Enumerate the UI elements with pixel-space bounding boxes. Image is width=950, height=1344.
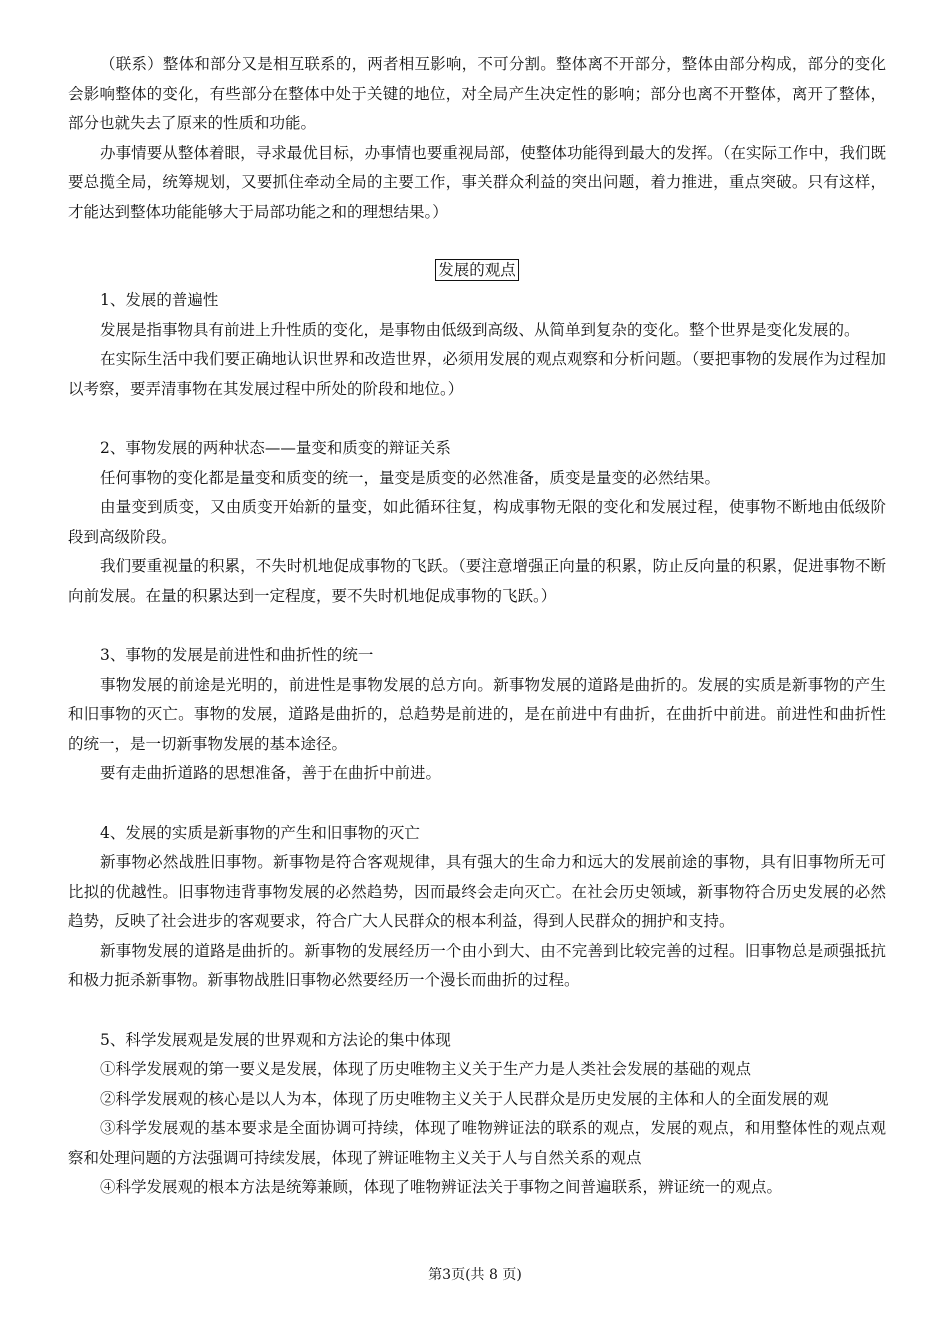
spacer [68,611,886,641]
list-item: ①科学发展观的第一要义是发展，体现了历史唯物主义关于生产力是人类社会发展的基础的观点 [100,1060,752,1078]
paragraph-whole-view: 办事情要从整体着眼，寻求最优目标，办事情也要重视局部，使整体功能得到最大的发挥。（在实际工作中，我们既要总揽全局，统筹规划，又要抓住牵动全局的主要工作，事关群众利益的突出问题，着力推进，重点突破。只有这样，才能达到整体功能能够大于局部功能之和的理想结果。） [68,143,886,221]
list-item: ②科学发展观的核心是以人为本，体现了历史唯物主义关于人民群众是历史发展的主体和人的全面发展的观 [100,1089,829,1108]
section-heading: 5、科学发展观是发展的世界观和方法论的集中体现 [100,1030,451,1049]
section-paragraph: 要有走曲折道路的思想准备，善于在曲折中前进。 [100,764,442,782]
spacer [68,404,886,434]
section-paragraph: 任何事物的变化都是量变和质变的统一，量变是质变的必然准备，质变是量变的必然结果。 [100,468,721,487]
paragraph-connection: （联系）整体和部分又是相互联系的，两者相互影响，不可分割。整体离不开部分，整体由部分构成，部分的变化会影响整体的变化，有些部分在整体中处于关键的地位，对全局产生决定性的影响；部分也离不开整体，离开了整体，部分也就失去了原来的性质和功能。 [68,55,886,132]
list-item: ③科学发展观的基本要求是全面协调可持续，体现了唯物辨证法的联系的观点，发展的观点，和用整体性的观点观察和处理问题的方法强调可持续发展，体现了辨证唯物主义关于人与自然关系的观点 [68,1119,886,1167]
section-paragraph: 在实际生活中我们要正确地认识世界和改造世界，必须用发展的观点观察和分析问题。（要把事物的发展作为过程加以考察，要弄清事物在其发展过程中所处的阶段和地位。） [68,350,886,398]
section-paragraph: 新事物发展的道路是曲折的。新事物的发展经历一个由小到大、由不完善到比较完善的过程。旧事物总是顽强抵抗和极力扼杀新事物。新事物战胜旧事物必然要经历一个漫长而曲折的过程。 [68,941,886,989]
section-title: 发展的观点 [435,259,519,281]
section-paragraph: 我们要重视量的积累，不失时机地促成事物的飞跃。（要注意增强正向量的积累，防止反向量的积累，促进事物不断向前发展。在量的积累达到一定程度，要不失时机地促成事物的飞跃。） [68,557,886,605]
section-heading: 4、发展的实质是新事物的产生和旧事物的灭亡 [100,823,420,842]
spacer [68,996,886,1026]
page-footer: 第3页(共 8 页) [428,1267,522,1283]
document-page [68,50,886,1203]
spacer [68,789,886,819]
section-paragraph: 事物发展的前途是光明的，前进性是事物发展的总方向。新事物发展的道路是曲折的。发展的实质是新事物的产生和旧事物的灭亡。事物的发展，道路是曲折的，总趋势是前进的，是在前进中有曲折，在曲折中前进。前进性和曲折性的统一，是一切新事物发展的基本途径。 [68,675,886,753]
section-paragraph: 新事物必然战胜旧事物。新事物是符合客观规律，具有强大的生命力和远大的发展前途的事物，具有旧事物所无可比拟的优越性。旧事物违背事物发展的必然趋势，因而最终会走向灭亡。在社会历史领域，新事物符合历史发展的必然趋势，反映了社会进步的客观要求，符合广大人民群众的根本利益，得到人民群众的拥护和支持。 [68,853,886,930]
section-heading: 3、事物的发展是前进性和曲折性的统一 [100,646,374,664]
section-heading: 2、事物发展的两种状态——量变和质变的辩证关系 [100,439,451,457]
section-heading: 1、发展的普遍性 [100,291,219,309]
section-title-wrap [68,255,886,284]
section-paragraph: 由量变到质变，又由质变开始新的量变，如此循环往复，构成事物无限的变化和发展过程，使事物不断地由低级阶段到高级阶段。 [68,498,886,546]
section-paragraph: 发展是指事物具有前进上升性质的变化，是事物由低级到高级、从简单到复杂的变化。整个世界是变化发展的。 [100,320,860,339]
list-item: ④科学发展观的根本方法是统筹兼顾，体现了唯物辨证法关于事物之间普遍联系，辨证统一的观点。 [100,1178,783,1196]
